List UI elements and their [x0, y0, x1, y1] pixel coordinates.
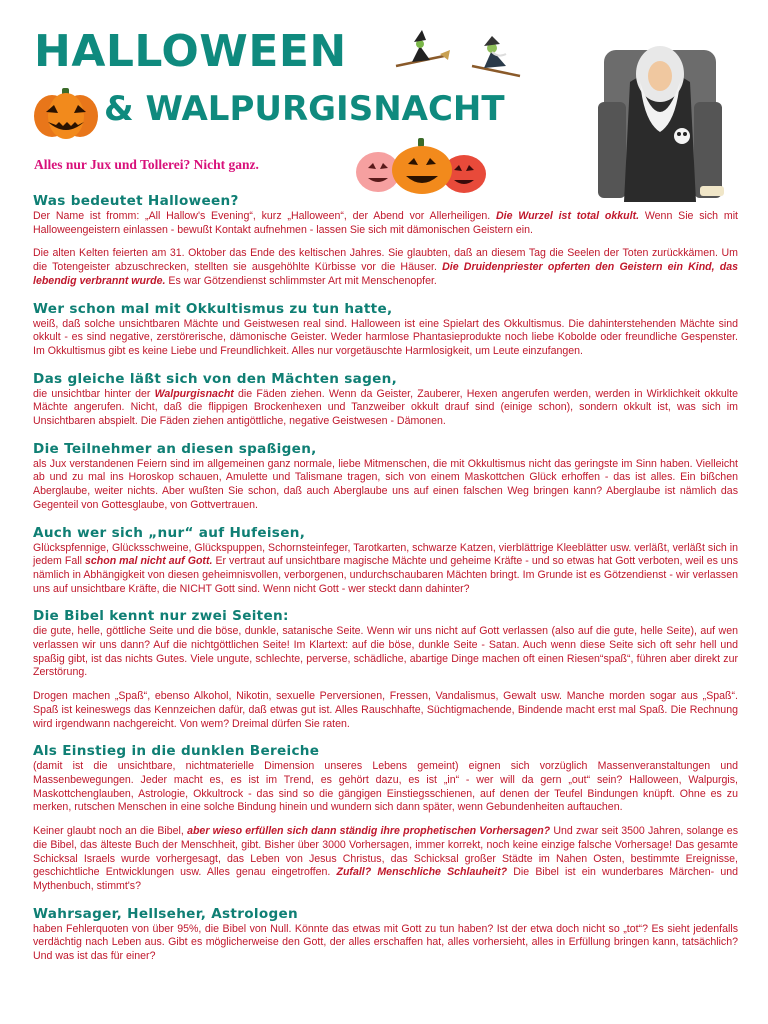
text-run: Er vertraut auf unsichtbare magische Mächte und geheime Kräfte - und so etwas hat Gott verboten, weil es uns nämlich in Abhängigkeit von diesen geheimnisvollen, verborgenen, undurchschaubaren Mächten bringt. Im Grunde ist es Götzendienst - wir verlassen uns auf unsichtbare Kräfte, die NICHT Gott sind. Wenn nicht Gott - wer steckt dann dahinter? — [33, 555, 738, 595]
section-wahrsager — [33, 906, 738, 964]
pumpkin-group-icon — [352, 136, 492, 196]
section-einstieg — [33, 743, 738, 893]
section-paragraph — [33, 247, 738, 288]
section-paragraph: (damit ist die unsichtbare, nichtmaterielle Dimension unseres Lebens gemeint) eignen sich vorzüglich Massenveranstaltungen und Massenbewegungen. Jeder macht es, es ist im Trend, es gehört dazu, es ist „in“ - wer will da gern „out“ sein? Halloween, Walpurgis, Maskottchenglauben, Astrologie, Okkultrock - das sind so die gängigen Einstiegsschienen, auf denen der Teufel Bindungen knüpft. Ohne es zu merken, rutschen Menschen in eine solche Bindung hinein und wundern sich dann später, wenn Gebundenheiten auftauchen. — [33, 760, 738, 814]
text-run: die Fäden ziehen. Wenn da Geister, Zauberer, Hexen angerufen werden, werden in Wirklichkeit okkulte Mächte angerufen. Nicht, daß die flippigen Brockenhexen und Tanzweiber okkult drauf sind (einige schon), sondern okkult ist, was sich im Unsichtbaren abspielt. Die Fäden ziehen antigöttliche, negative Geistwesen - Dämonen. — [33, 387, 738, 428]
section-halloween — [33, 193, 738, 289]
page-title: HALLOWEEN — [34, 26, 347, 77]
tagline: Alles nur Jux und Tollerei? Nicht ganz. — [34, 157, 259, 172]
section-paragraph — [33, 825, 738, 894]
emphasis-text: Walpurgisnacht — [154, 387, 234, 400]
text-run: Die Bibel ist ein wunderbares Märchen- und Mythenbuch, stimmt's? — [33, 866, 738, 892]
emphasis-text: schon mal nicht auf Gott. — [84, 555, 213, 568]
text-run: Glückspfennige, Glücksschweine, Glückspuppen, Schornsteinfeger, Tarotkarten, schwarze Katzen, vierblättrige Kleeblätter usw. verläßt, verläßt sich in jedem Fall — [33, 541, 738, 568]
text-run: Die alten Kelten feierten am 31. Oktober das Ende des keltischen Jahres. Sie glaubten, daß an diesem Tag die Seelen der Toten zurückkämen. Um die Totengeister abzuschrecken, stellten sie ausgehöhlte Kürbisse vor die Häuser. — [33, 247, 738, 274]
text-run: Keiner glaubt noch an die Bibel, — [33, 825, 188, 838]
section-heading: Wer schon mal mit Okkultismus zu tun hatte, — [33, 300, 393, 317]
section-heading: Als Einstieg in die dunklen Bereiche — [33, 743, 320, 760]
emphasis-text: Die Wurzel ist total okkult. — [496, 210, 640, 222]
section-heading: Wahrsager, Hellseher, Astrologen — [33, 905, 298, 922]
text-run: Wenn Sie sich mit Halloweengeistern einlassen - bewußt Kontakt aufnehmen - lassen Sie sich mit dämonischen Geistern ein. — [33, 210, 738, 236]
witch-on-broom-icon — [392, 30, 452, 74]
section-heading: Die Teilnehmer an diesen spaßigen, — [33, 440, 317, 457]
section-paragraph — [33, 542, 738, 597]
section-bibel — [33, 608, 738, 731]
section-paragraph: als Jux verstandenen Feiern sind im allgemeinen ganz normale, liebe Mitmenschen, die mit Okkultismus nicht das geringste im Sinn haben. Vielleicht ab und zu mal ins Horoskop schauen, Amulette und Talismane tragen, sich von einem Maskottchen Glück erhoffen - das ist alles. Ein bißchen Aberglaube, weiter nichts. Aber wußten Sie schon, daß auch Aberglaube uns auf einen falschen Weg bringen kann? Aberglaube ist nämlich das Gegenteil von Gottesglaube, von Gottvertrauen. — [33, 457, 738, 511]
page-subtitle: & WALPURGISNACHT — [104, 89, 505, 129]
section-heading: Auch wer sich „nur“ auf Hufeisen, — [33, 524, 306, 541]
section-paragraph: weiß, daß solche unsichtbaren Mächte und Geistwesen real sind. Halloween ist eine Spielart des Okkultismus. Die dahinterstehenden Mächte sind okkult - es sind negative, zerstörerische, dämonische Geister. Weder harmlose Phantasieprodukte noch liebe Kobolde oder freundliche Gespenster. Im Okkultismus gibt es keine Liebe und Freundlichkeit. Alles nur vorgetäuschte Harmlosigkeit, um Leute einzufangen. — [33, 317, 738, 357]
section-paragraph: haben Fehlerquoten von über 95%, die Bibel von Null. Könnte das etwas mit Gott zu tun haben? Ist der etwa doch nicht so „tot“? Es sieht jedenfalls verdächtig nach Leben aus. Gibt es möglicherweise den Gott, der alles erschaffen hat, alles vorhersieht, alles in Erfüllung bringen kann, tatsächlich? Und was ist das für einer? — [33, 922, 738, 963]
wizard-on-throne-icon — [590, 32, 730, 208]
section-okkultismus — [33, 301, 738, 359]
emphasis-text: Zufall? Menschliche Schlauheit? — [336, 866, 508, 879]
article-body — [33, 193, 738, 976]
section-heading: Das gleiche läßt sich von den Mächten sagen, — [33, 370, 398, 387]
section-paragraph — [33, 388, 738, 429]
section-maechte — [33, 371, 738, 429]
section-heading: Die Bibel kennt nur zwei Seiten: — [33, 608, 289, 625]
text-run: Es war Götzendienst schlimmster Art mit Menschenopfer. — [165, 274, 437, 287]
text-run: Der Name ist fromm: „All Hallow's Evening“, kurz „Halloween“, der Abend vor Allerheiligen. — [33, 210, 496, 222]
pumpkin-icon — [32, 86, 100, 140]
section-paragraph: Drogen machen „Spaß“, ebenso Alkohol, Nikotin, sexuelle Perversionen, Fressen, Vandalismus, Gewalt usw. Manche morden sogar aus „Spaß“. Spaß ist keineswegs das Kennzeichen dafür, daß etwas gut ist. Alles Rauschhafte, Süchtigmachende, Bindende macht erst mal Spaß. Die Rechnung wird irgendwann nachgereicht. Von wem? Dreimal dürfen Sie raten. — [33, 690, 738, 730]
section-paragraph — [33, 210, 738, 237]
witch-on-broom-icon — [470, 36, 526, 80]
emphasis-text: aber wieso erfüllen sich dann ständig ihre prophetischen Vorhersagen? — [187, 825, 551, 838]
emphasis-text: Die Druidenpriester opferten den Geistern ein Kind, das lebendig verbrannt wurde. — [33, 261, 739, 287]
section-teilnehmer — [33, 441, 738, 513]
section-hufeisen — [33, 525, 738, 597]
text-run: Und zwar seit 3500 Jahren, solange es die Bibel, das älteste Buch der Menschheit, gibt. Bisher über 3000 Vorhersagen, immer korrekt, noch keine einzige falsche Vorhersage! Das gesamte Schicksal Israels wurde vorhergesagt, das Leben von Jesus Christus, das Schicksal großer Städte im Nahen Osten, bestimmte Ereignisse, geschichtliche Entwicklungen usw. Alles genau eingetroffen. — [33, 825, 738, 879]
section-paragraph: die gute, helle, göttliche Seite und die böse, dunkle, satanische Seite. Wenn wir uns nicht auf Gott verlassen (also auf die gute, helle Seite), auf wen verlassen wir uns dann? Auf die nichtgöttlichen Seite! Im Klartext: auf die böse, dunkle Seite - Satan. Auch wenn diese Seite sich oft sehr hell und spaßig gibt, ist das nichts Gutes. Viele ungute, schlechte, perverse, schädliche, abartige Dinge machen oft einen Riesen“spaß“, führen aber direkt zur Zerstörung. — [33, 625, 738, 679]
section-heading: Was bedeutet Halloween? — [33, 193, 239, 209]
text-run: die unsichtbar hinter der — [33, 387, 155, 400]
